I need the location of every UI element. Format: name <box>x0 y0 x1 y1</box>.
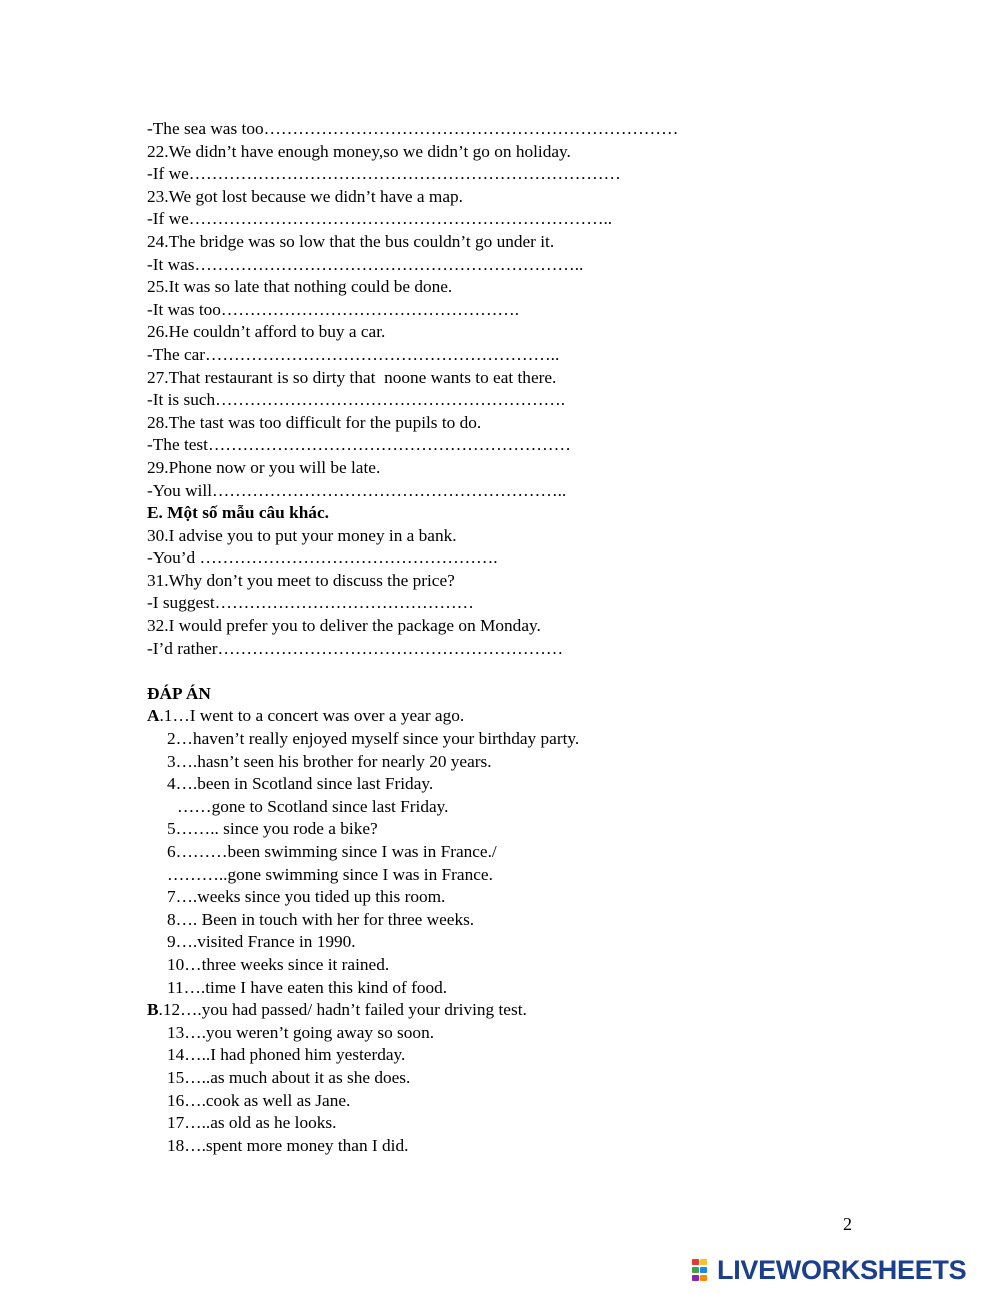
answer-line-first <box>147 705 947 728</box>
answer-text: .1…I went to a concert was over a year ago. <box>159 706 465 726</box>
exercise-line: 24.The bridge was so low that the bus couldn’t go under it. <box>147 231 555 251</box>
answer-line: ……gone to Scotland since last Friday. <box>177 796 449 816</box>
exercise-line: -It was………………………………………………………….. <box>147 254 584 274</box>
answer-line-first <box>147 999 947 1022</box>
liveworksheets-branding[interactable] <box>692 1255 966 1285</box>
answer-line: 5…….. since you rode a bike? <box>167 819 378 839</box>
exercise-line: 30.I advise you to put your money in a bank. <box>147 525 457 545</box>
worksheet-page <box>147 118 947 1157</box>
liveworksheets-logo-icon <box>692 1259 714 1281</box>
exercise-line: 32.I would prefer you to deliver the package on Monday. <box>147 616 541 636</box>
exercise-line: -You’d ……………………………………………. <box>147 548 498 568</box>
answers-section-b <box>147 999 947 1157</box>
answer-line: 16….cook as well as Jane. <box>167 1090 351 1110</box>
answer-line: 17…..as old as he looks. <box>167 1113 337 1133</box>
exercise-line: -The car…………………………………………………….. <box>147 344 560 364</box>
exercise-line: -The test……………………………………………………… <box>147 435 571 455</box>
answer-line: 3….hasn’t seen his brother for nearly 20 years. <box>167 751 492 771</box>
answer-text: .12….you had passed/ hadn’t failed your driving test. <box>158 1000 527 1020</box>
exercise-line: -You will…………………………………………………….. <box>147 480 567 500</box>
answer-line: 2…haven’t really enjoyed myself since your birthday party. <box>167 729 580 749</box>
exercise-line: -I’d rather…………………………………………………… <box>147 638 564 658</box>
exercise-line: -The sea was too……………………………………………………………… <box>147 119 679 138</box>
answer-line: 7….weeks since you tided up this room. <box>167 887 446 907</box>
brand-name: LIVEWORKSHEETS <box>717 1254 967 1285</box>
answers-heading: ĐÁP ÁN <box>147 683 211 703</box>
answer-line: 15…..as much about it as she does. <box>167 1067 411 1087</box>
answer-line: 18….spent more money than I did. <box>167 1135 409 1155</box>
exercise-line: -I suggest……………………………………… <box>147 593 474 613</box>
answer-line: 9….visited France in 1990. <box>167 932 356 952</box>
answer-line: 8…. Been in touch with her for three weeks. <box>167 909 475 929</box>
answer-line: 4….been in Scotland since last Friday. <box>167 774 434 794</box>
answer-line: 14…..I had phoned him yesterday. <box>167 1045 406 1065</box>
exercise-line: -It was too……………………………………………. <box>147 299 520 319</box>
exercise-line: 28.The tast was too difficult for the pupils to do. <box>147 412 482 432</box>
answers-section-a <box>147 705 947 999</box>
exercise-line: -It is such……………………………………………………. <box>147 390 566 410</box>
answer-line: 11….time I have eaten this kind of food. <box>167 977 448 997</box>
section-e-heading: E. Một số mẫu câu khác. <box>147 503 329 523</box>
exercise-line: 27.That restaurant is so dirty that noone wants to eat there. <box>147 367 557 387</box>
exercise-line: 22.We didn’t have enough money,so we didn’t go on holiday. <box>147 141 571 161</box>
exercise-line: 25.It was so late that nothing could be done. <box>147 277 453 297</box>
section-letter: A <box>147 706 160 726</box>
answer-line: 13….you weren’t going away so soon. <box>167 1022 435 1042</box>
exercise-line: -If we……………………………………………………………….. <box>147 209 613 229</box>
exercise-line: 26.He couldn’t afford to buy a car. <box>147 322 386 342</box>
exercise-line: 31.Why don’t you meet to discuss the price? <box>147 570 455 590</box>
exercise-line: -If we………………………………………………………………… <box>147 164 621 184</box>
exercise-line: 23.We got lost because we didn’t have a map. <box>147 186 463 206</box>
page-number: 2 <box>843 1214 852 1234</box>
exercise-group <box>147 118 947 502</box>
answer-line: 10…three weeks since it rained. <box>167 954 390 974</box>
answer-line: ………..gone swimming since I was in France. <box>167 864 493 884</box>
section-e-group <box>147 525 947 661</box>
exercise-line: 29.Phone now or you will be late. <box>147 457 381 477</box>
spacer <box>147 660 947 683</box>
answer-line: 6………been swimming since I was in France./ <box>167 842 497 861</box>
section-letter: B <box>147 1000 159 1020</box>
